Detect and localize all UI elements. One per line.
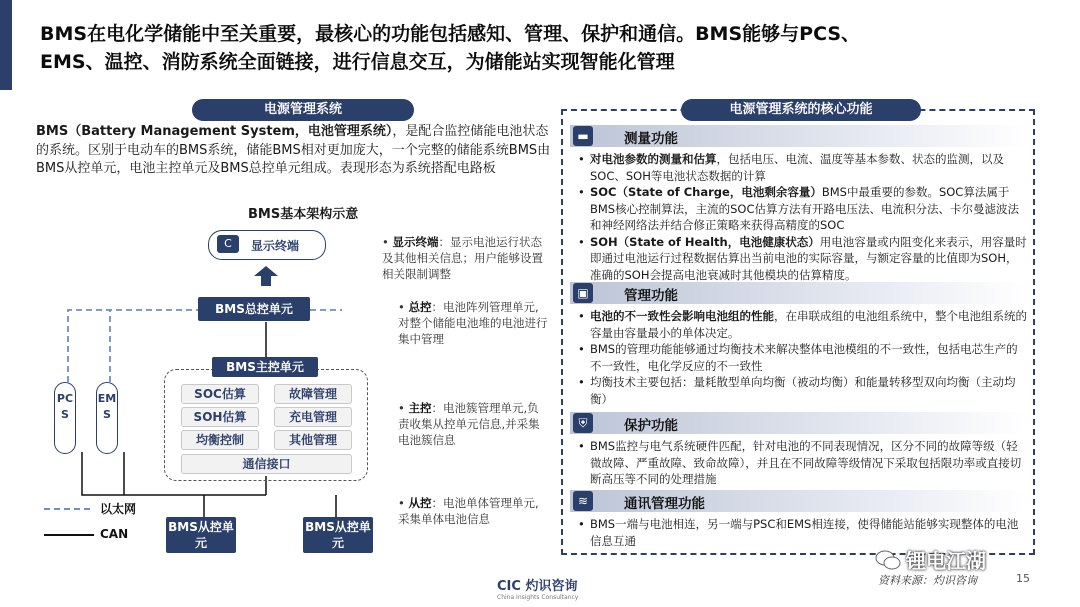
list-item	[578, 341, 1028, 374]
list-item	[578, 234, 1028, 284]
note-display-terminal: • 显示终端：显示电池运行状态及其他相关信息；用户能够设置相关限制调整	[382, 235, 543, 281]
item-text: BMS监控与电气系统硬件匹配，针对电池的不同表现情况，区分不同的故障等级（轻微故障、严重故障、致命故障），并且在不同故障等级情况下采取包括限功率或直接切断高压等不同的处理措施	[590, 439, 1022, 486]
note-slave-control: • 从控：电池单体管理单元,采集单体电池信息	[398, 496, 539, 526]
item-bold: SOC（State of Charge，电池剩余容量）	[590, 185, 822, 199]
source-note: 资料来源：灼识咨询	[878, 574, 977, 587]
note-display-terminal-text: ：显示电池运行状态及其他相关信息；用户能够设置相关限制调整	[382, 235, 543, 281]
note-main-control-text: ：电池簇管理单元,负责收集从控单元信息,并采集电池簇信息	[398, 401, 540, 447]
pcs-node: PCS	[54, 382, 76, 454]
note-display-terminal-bold: 显示终端	[392, 235, 439, 249]
section-measurement-title: 测量功能	[624, 131, 678, 147]
module-soh-estimation: SOH估算	[181, 407, 259, 427]
section-management-title: 管理功能	[624, 288, 678, 304]
item-bold: SOH（State of Health，电池健康状态）	[590, 234, 820, 249]
module-comm-interface: 通信接口	[181, 454, 352, 474]
bms-main-unit: BMS主控单元	[212, 357, 318, 377]
section-protection-header	[570, 412, 1026, 434]
page-number: 15	[1016, 572, 1030, 585]
wechat-icon	[875, 549, 901, 571]
page-title-line-1: BMS在电化学储能中至关重要，最核心的功能包括感知、管理、保护和通信。BMS能够与PCS、	[40, 23, 861, 45]
bms-slave-unit-2: BMS从控单元	[303, 517, 373, 553]
note-main-control: • 主控：电池簇管理单元,负责收集从控单元信息,并采集电池簇信息	[398, 401, 540, 447]
legend-ethernet: 以太网	[100, 502, 137, 516]
section-management-body	[578, 308, 1028, 407]
item-text: ，在串联成组的电池组系统中，整个电池组系统的容量由容量最小的单体决定。	[590, 309, 1027, 340]
note-slave-control-bold: 从控	[408, 496, 432, 510]
section-measurement-header	[570, 125, 1026, 147]
diagram-title: BMS基本架构示意	[248, 207, 359, 222]
bms-intro-bold: BMS（Battery Management System，电池管理系统）	[36, 124, 393, 139]
display-terminal-label: 显示终端	[251, 239, 300, 253]
arrow-up-icon	[254, 266, 278, 286]
module-fault-management: 故障管理	[274, 384, 352, 404]
item-text: BMS的管理功能能够通过均衡技术来解决整体电池模组的不一致性，包括电芯生产的不一致性，电化学反应的不一致性	[590, 342, 1018, 373]
item-text: ，包括电压、电流、温度等基本参数、状态的监测，以及SOC、SOH等电池状态数据的计算	[590, 152, 1004, 183]
company-logo-text: CIC 灼识咨询	[497, 579, 578, 594]
module-other-management: 其他管理	[274, 430, 352, 450]
note-total-control: • 总控：电池阵列管理单元,对整个储能电池堆的电池进行集中管理	[398, 300, 548, 346]
module-charge-management: 充电管理	[274, 407, 352, 427]
item-text: BMS中最重要的参数。SOC算法属于BMS核心控制算法，主流的SOC估算方法有开路电压法、电流积分法、卡尔曼滤波法和神经网络法并结合修正策略来获得高精度的SOC	[590, 185, 1019, 232]
display-terminal-node	[208, 230, 326, 260]
company-logo-subtitle: China Insights Consultancy	[497, 594, 579, 601]
right-section-pill: 电源管理系统的核心功能	[681, 99, 921, 121]
list-item	[578, 151, 1028, 184]
monitor-icon: C	[217, 235, 239, 253]
note-slave-control-text: ：电池单体管理单元,采集单体电池信息	[398, 496, 539, 526]
item-text: 均衡技术主要包括：量耗散型单向均衡（被动均衡）和能量转移型双向均衡（主动均衡）	[590, 375, 1016, 406]
ems-node: EMS	[96, 382, 118, 454]
item-text: 用电池容量或内阻变化来表示，用容量时即通过电池运行过程数据估算出当前电池的实际容量，与额定容量的比值即为SOH，准确的SOH会提高电池衰减时其他模块的估算精度。	[590, 234, 1027, 282]
note-total-control-bold: 总控	[408, 300, 432, 314]
section-protection-title: 保护功能	[624, 418, 678, 434]
section-management-header	[570, 282, 1026, 304]
gauge-icon: ▬	[573, 126, 593, 146]
bms-intro-text: ，是配合监控储能电池状态的系统。区别于电动车的BMS系统，储能BMS相对更加庞大，一个完整的储能系统BMS由BMS从控单元，电池主控单元及BMS总控单元组成。表现形态为系统搭配电路板	[36, 124, 551, 176]
note-main-control-bold: 主控	[408, 401, 432, 415]
legend-can: CAN	[100, 527, 129, 541]
list-item	[578, 308, 1028, 341]
company-logo	[497, 575, 578, 601]
item-text: BMS一端与电池相连，另一端与PSC和EMS相连接，使得储能站能够实现整体的电池信息互通	[590, 517, 1019, 548]
list-item	[578, 184, 1028, 234]
item-bold: 对电池参数的测量和估算	[590, 152, 717, 166]
module-balancing-control: 均衡控制	[181, 430, 259, 450]
page-title-line-2: EMS、温控、消防系统全面链接，进行信息交互，为储能站实现智能化管理	[40, 51, 675, 73]
module-soc-estimation: SOC估算	[181, 384, 259, 404]
list-item	[578, 438, 1028, 488]
section-communication-title: 通讯管理功能	[624, 496, 705, 512]
wechat-watermark: 锂电江湖	[906, 549, 986, 573]
note-total-control-text: ：电池阵列管理单元,对整个储能电池堆的电池进行集中管理	[398, 300, 548, 346]
wifi-icon: ≋	[573, 491, 593, 511]
left-section-pill: 电源管理系统	[192, 99, 414, 121]
bms-slave-unit-1: BMS从控单元	[166, 517, 236, 553]
monitor-icon: ▣	[573, 283, 593, 303]
list-item	[578, 374, 1028, 407]
section-protection-body	[578, 438, 1028, 488]
section-communication-header	[570, 490, 1026, 512]
bms-total-unit: BMS总控单元	[198, 297, 310, 321]
item-bold: 电池的不一致性会影响电池组的性能	[590, 309, 774, 323]
shield-icon: ⛨	[573, 413, 593, 433]
section-measurement-body	[578, 151, 1028, 283]
